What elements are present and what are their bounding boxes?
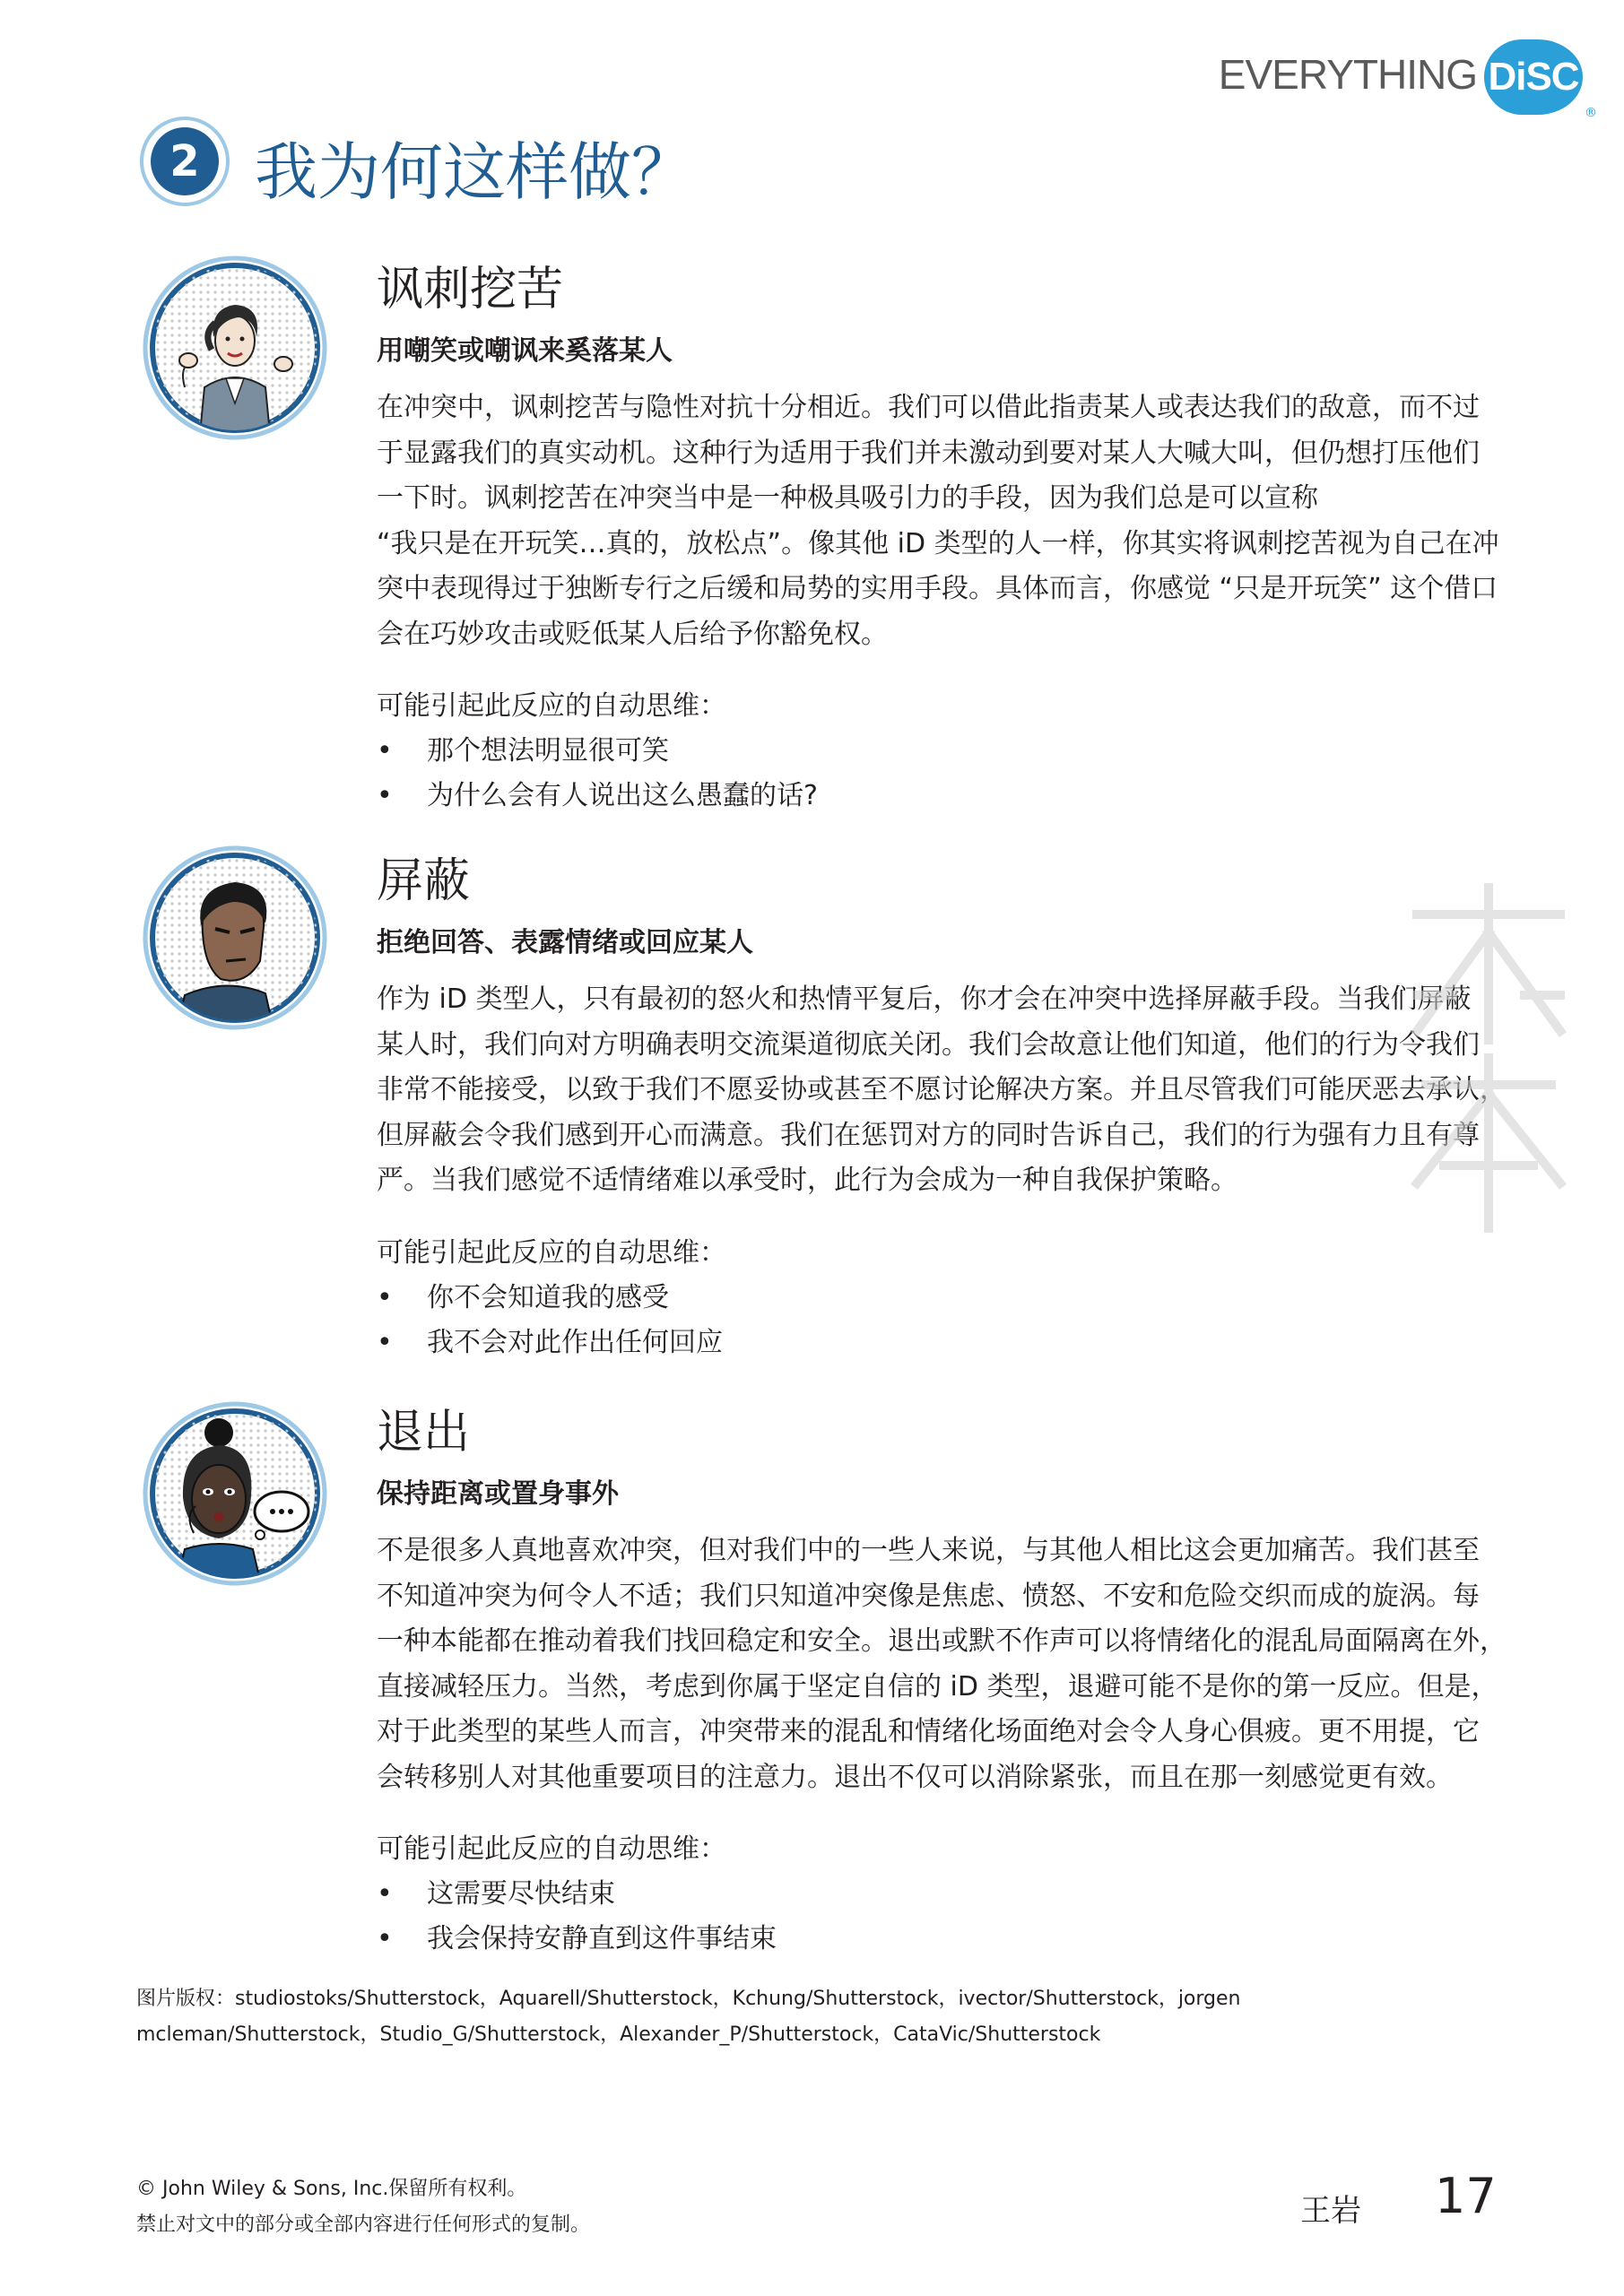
- image-credits: [136, 1981, 1302, 2053]
- paragraph-line: 在冲突中，讽刺挖苦与隐性对抗十分相近。我们可以借此指责某人或表达我们的敌意，而不过: [377, 392, 1480, 423]
- bullet-item: • 我不会对此作出任何回应: [377, 1321, 1533, 1365]
- paragraph-line: “我只是在开玩笑…真的，放松点”。像其他 iD 类型的人一样，你其实将讽刺挖苦视为自己在冲: [377, 527, 1499, 559]
- block-heading: 屏蔽: [377, 854, 471, 908]
- paragraph-line: 某人时，我们向对方明确表明交流渠道彻底关闭。我们会故意让他们知道，他们的行为令我们: [377, 1028, 1480, 1061]
- avatar-sarcastic-woman: [140, 253, 330, 443]
- copyright-line: © John Wiley & Sons, Inc.保留所有权利。: [136, 2178, 527, 2200]
- avatar-withdraw-woman: [140, 1399, 330, 1589]
- block-paragraph: [377, 1529, 1533, 1800]
- paragraph-line: 作为 iD 类型人，只有最初的怒火和热情平复后，你才会在冲突中选择屏蔽手段。当我们屏蔽: [377, 983, 1472, 1015]
- section-block-sarcasm: [377, 260, 1533, 819]
- block-paragraph: [377, 977, 1533, 1204]
- footer-copyright: [136, 2171, 590, 2243]
- bullet-item: • 为什么会有人说出这么愚蠢的话?: [377, 774, 1533, 819]
- bullet-item: • 你不会知道我的感受: [377, 1276, 1533, 1321]
- brand-badge: DiSC: [1484, 39, 1583, 115]
- brand-wordmark: EVERYTHING: [1218, 51, 1477, 98]
- block-paragraph: [377, 386, 1533, 657]
- paragraph-line: 直接减轻压力。当然，考虑到你属于坚定自信的 iD 类型，退避可能不是你的第一反应。但是，: [377, 1670, 1498, 1703]
- avatar-stonewall-man: [140, 843, 330, 1033]
- block-heading: 退出: [377, 1406, 471, 1460]
- credits-line: mcleman/Shutterstock，Studio_G/Shutterstock，Alexander_P/Shutterstock，CataVic/Shutterstock: [136, 2023, 1101, 2046]
- auto-thoughts-label: 可能引起此反应的自动思维：: [377, 1833, 726, 1865]
- brand-registered-mark: ®: [1585, 106, 1597, 120]
- auto-thoughts-label: 可能引起此反应的自动思维：: [377, 690, 726, 722]
- bullet-item: • 这需要尽快结束: [377, 1872, 1533, 1917]
- brand-logo: [1081, 39, 1597, 120]
- section-number: 2: [151, 127, 219, 195]
- paragraph-line: 会在巧妙攻击或贬低某人后给予你豁免权。: [377, 618, 888, 650]
- credits-line: 图片版权：studiostoks/Shutterstock，Aquarell/Shutterstock，Kchung/Shutterstock，ivector/Shutterstock，jorgen: [136, 1988, 1241, 2010]
- block-heading: 讽刺挖苦: [377, 263, 564, 316]
- paragraph-line: 非常不能接受，以致于我们不愿妥协或甚至不愿讨论解决方案。并且尽管我们可能厌恶去承认，: [377, 1074, 1507, 1105]
- footer-user-name: 王岩: [1300, 2193, 1361, 2229]
- section-block-stonewall: [377, 852, 1533, 1365]
- block-subheading: 用嘲笑或嘲讽来奚落某人: [377, 335, 673, 367]
- block-subheading: 保持距离或置身事外: [377, 1478, 619, 1510]
- copyright-notice: 禁止对文中的部分或全部内容进行任何形式的复制。: [136, 2214, 591, 2236]
- paragraph-line: 对于此类型的某些人而言，冲突带来的混乱和情绪化场面绝对会令人身心俱疲。更不用提，它: [377, 1716, 1480, 1747]
- page-number: 17: [1435, 2168, 1497, 2224]
- block-subheading: 拒绝回答、表露情绪或回应某人: [377, 927, 753, 958]
- paragraph-line: 于显露我们的真实动机。这种行为适用于我们并未激动到要对某人大喊大叫，但仍想打压他们: [377, 437, 1480, 469]
- auto-thoughts-label: 可能引起此反应的自动思维：: [377, 1236, 726, 1269]
- sample-watermark: [1399, 879, 1578, 1237]
- paragraph-line: 但屏蔽会令我们感到开心而满意。我们在惩罚对方的同时告诉自己，我们的行为强有力且有尊: [377, 1119, 1480, 1151]
- section-number-badge: [140, 117, 230, 206]
- paragraph-line: 突中表现得过于独断专行之后缓和局势的实用手段。具体而言，你感觉 “只是开玩笑” 这个借口: [377, 573, 1498, 604]
- paragraph-line: 一种本能都在推动着我们找回稳定和安全。退出或默不作声可以将情绪化的混乱局面隔离在外，: [377, 1625, 1507, 1657]
- section-title: 我为何这样做？: [255, 135, 694, 209]
- section-block-withdraw: [377, 1403, 1533, 1962]
- bullet-item: • 那个想法明显很可笑: [377, 729, 1533, 774]
- paragraph-line: 不是很多人真地喜欢冲突，但对我们中的一些人来说，与其他人相比这会更加痛苦。我们甚至: [377, 1535, 1480, 1566]
- paragraph-line: 严。当我们感觉不适情绪难以承受时，此行为会成为一种自我保护策略。: [377, 1165, 1238, 1196]
- paragraph-line: 会转移别人对其他重要项目的注意力。退出不仅可以消除紧张，而且在那一刻感觉更有效。: [377, 1761, 1453, 1793]
- paragraph-line: 不知道冲突为何令人不适；我们只知道冲突像是焦虑、愤怒、不安和危险交织而成的旋涡。每: [377, 1580, 1480, 1612]
- bullet-item: • 我会保持安静直到这件事结束: [377, 1917, 1533, 1962]
- paragraph-line: 一下时。讽刺挖苦在冲突当中是一种极具吸引力的手段，因为我们总是可以宣称: [377, 482, 1318, 514]
